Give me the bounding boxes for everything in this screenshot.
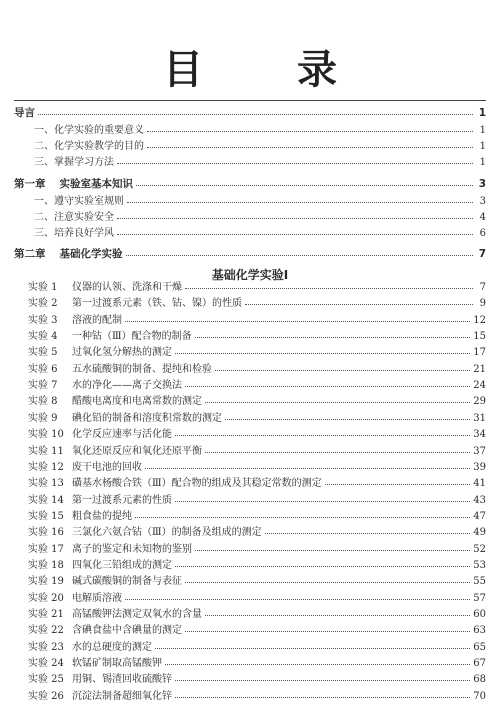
experiment-number: 实验 22 — [28, 625, 64, 637]
experiment-label — [14, 364, 212, 376]
header-rule — [14, 100, 486, 101]
leader-dots — [117, 155, 473, 164]
experiment-title: 第一过渡系元素（铁、钴、镍）的性质 — [72, 298, 242, 310]
experiment-title: 一种钴（Ⅲ）配合物的制备 — [72, 331, 192, 343]
experiment-title: 离子的鉴定和未知物的鉴别 — [72, 543, 192, 555]
experiment-number: 实验 2 — [28, 298, 58, 310]
experiment-title: 碘化铅的制备和溶度积常数的测定 — [72, 412, 222, 424]
experiment-row[interactable] — [14, 526, 486, 539]
experiment-title: 软锰矿制取高锰酸钾 — [72, 658, 162, 670]
experiment-row[interactable] — [14, 428, 486, 441]
experiment-label — [14, 413, 222, 425]
toc-item-label: 二、注意实验安全 — [34, 212, 114, 223]
toc-intro[interactable] — [14, 107, 486, 119]
experiment-title: 醋酸电离度和电离常数的测定 — [72, 396, 202, 408]
toc-item[interactable] — [14, 211, 486, 224]
toc-page-number: 1 — [479, 125, 486, 136]
experiment-row[interactable] — [14, 690, 486, 703]
toc-page-number: 7 — [478, 248, 486, 260]
experiment-row[interactable] — [14, 624, 486, 637]
experiment-row[interactable] — [14, 330, 486, 343]
leader-dots — [265, 525, 471, 534]
experiment-label — [14, 691, 172, 703]
toc-page-number: 29 — [473, 396, 486, 408]
toc-page-number: 68 — [473, 674, 486, 686]
leader-dots — [175, 427, 470, 436]
chapter-number: 第二章 — [14, 248, 46, 260]
experiment-title: 五水硫酸铜的制备、提纯和检验 — [72, 363, 212, 375]
toc-page-number: 21 — [473, 363, 486, 375]
leader-dots — [165, 656, 470, 665]
experiment-row[interactable] — [14, 477, 486, 490]
experiment-label — [14, 511, 132, 523]
leader-dots — [185, 574, 470, 583]
leader-dots — [175, 493, 470, 502]
experiment-label — [14, 282, 182, 294]
leader-dots — [195, 542, 470, 551]
experiment-title: 三氯化六氨合钴（Ⅲ）的制备及组成的测定 — [72, 527, 262, 539]
leader-dots — [205, 607, 470, 616]
experiment-number: 实验 3 — [28, 314, 58, 326]
experiment-row[interactable] — [14, 543, 486, 556]
leader-dots — [215, 362, 470, 371]
experiment-number: 实验 9 — [28, 412, 58, 424]
leader-dots — [38, 106, 473, 115]
experiment-label — [14, 478, 322, 490]
leader-dots — [175, 345, 470, 354]
experiment-label — [14, 495, 172, 507]
experiment-title: 溶液的配制 — [72, 314, 122, 326]
experiment-row[interactable] — [14, 395, 486, 408]
experiment-row[interactable] — [14, 297, 486, 310]
experiment-number: 实验 13 — [28, 478, 64, 490]
experiment-number: 实验 23 — [28, 641, 64, 653]
experiment-row[interactable] — [14, 281, 486, 294]
leader-dots — [136, 177, 473, 186]
toc-item-label: 一、化学实验的重要意义 — [34, 125, 144, 136]
toc-item[interactable] — [14, 227, 486, 240]
experiment-label — [14, 658, 162, 670]
experiment-number: 实验 17 — [28, 543, 64, 555]
toc-page-number: 4 — [479, 212, 486, 223]
experiment-label — [14, 347, 172, 359]
experiment-number: 实验 8 — [28, 396, 58, 408]
toc-page-number: 3 — [479, 196, 486, 207]
toc-page-number: 24 — [473, 380, 486, 392]
experiment-row[interactable] — [14, 673, 486, 686]
experiment-title: 碱式碳酸铜的制备与表征 — [72, 576, 182, 588]
leader-dots — [245, 296, 473, 305]
toc-intro-title: 导言 — [14, 107, 35, 119]
leader-dots — [175, 672, 470, 681]
leader-dots — [325, 476, 471, 485]
experiment-row[interactable] — [14, 657, 486, 670]
toc-page-number: 57 — [473, 592, 486, 604]
experiment-title: 化学反应速率与活化能 — [72, 429, 172, 441]
experiment-row[interactable] — [14, 363, 486, 376]
section-heading: 基础化学实验Ⅰ — [211, 268, 289, 282]
experiment-number: 实验 25 — [28, 674, 64, 686]
experiment-label — [14, 625, 182, 637]
leader-dots — [145, 460, 470, 469]
experiment-label — [14, 609, 202, 621]
toc-chapter-2[interactable] — [14, 248, 486, 260]
experiment-number: 实验 7 — [28, 380, 58, 392]
toc-page-number: 70 — [473, 690, 486, 702]
toc-page-number: 67 — [473, 658, 486, 670]
toc-page-number: 39 — [473, 461, 486, 473]
toc-page-number: 34 — [473, 429, 486, 441]
experiment-number: 实验 24 — [28, 658, 64, 670]
experiment-label — [14, 674, 172, 686]
experiment-number: 实验 6 — [28, 363, 58, 375]
experiment-label — [14, 331, 192, 343]
leader-dots — [117, 210, 473, 219]
experiment-label — [14, 446, 202, 458]
leader-dots — [125, 313, 470, 322]
toc-page-number: 47 — [473, 510, 486, 522]
experiment-number: 实验 20 — [28, 592, 64, 604]
leader-dots — [205, 444, 470, 453]
toc-page-number: 63 — [473, 625, 486, 637]
toc-item[interactable] — [14, 140, 486, 153]
experiment-row[interactable] — [14, 608, 486, 621]
toc-page-number: 31 — [473, 412, 486, 424]
experiment-label — [14, 298, 242, 310]
toc-item-label: 二、化学实验教学的目的 — [34, 141, 144, 152]
experiment-row[interactable] — [14, 559, 486, 572]
toc-page-number: 53 — [473, 559, 486, 571]
leader-dots — [135, 509, 470, 518]
toc-page-number: 17 — [473, 347, 486, 359]
experiment-title: 粗食盐的提纯 — [72, 510, 132, 522]
experiment-title: 四氧化三铅组成的测定 — [72, 559, 172, 571]
experiment-title: 废干电池的回收 — [72, 461, 142, 473]
toc-page-number: 12 — [473, 314, 486, 326]
toc-item-label: 三、掌握学习方法 — [34, 157, 114, 168]
toc-item[interactable] — [14, 156, 486, 169]
leader-dots — [195, 329, 471, 338]
toc-page-number: 65 — [473, 641, 486, 653]
leader-dots — [185, 280, 473, 289]
toc-page-number: 49 — [473, 527, 486, 539]
experiment-title: 高锰酸钾法测定双氧水的含量 — [72, 609, 202, 620]
toc-page-number: 55 — [473, 576, 486, 588]
experiment-row[interactable] — [14, 494, 486, 507]
toc-page-number: 41 — [473, 478, 486, 490]
experiment-row[interactable] — [14, 575, 486, 588]
toc-page-number: 60 — [473, 609, 486, 620]
leader-dots — [185, 623, 470, 632]
page-title: 目 录 — [163, 47, 377, 93]
experiment-number: 实验 10 — [28, 429, 64, 441]
experiment-row[interactable] — [14, 445, 486, 458]
experiment-title: 水的净化——离子交换法 — [72, 380, 182, 392]
toc-page-number: 3 — [478, 178, 486, 190]
experiment-title: 过氧化氢分解热的测定 — [72, 347, 172, 359]
toc-page-number: 6 — [479, 228, 486, 239]
leader-dots — [185, 378, 470, 387]
experiment-title: 氧化还原反应和氧化还原平衡 — [72, 445, 202, 457]
experiment-label — [14, 380, 182, 392]
toc-item-label: 一、遵守实验室规则 — [34, 196, 124, 207]
leader-dots — [175, 689, 470, 698]
experiment-label — [14, 642, 152, 654]
experiment-label — [14, 527, 262, 539]
experiment-row[interactable] — [14, 314, 486, 327]
experiment-label — [14, 593, 122, 605]
leader-dots — [125, 591, 470, 600]
toc-page-number: 1 — [479, 141, 486, 152]
experiment-row[interactable] — [14, 461, 486, 474]
toc-chapter-1[interactable] — [14, 178, 486, 190]
experiment-number: 实验 11 — [28, 445, 64, 457]
leader-dots — [126, 247, 474, 256]
experiment-title: 沉淀法制备超细氧化锌 — [72, 690, 172, 702]
experiment-label — [14, 429, 172, 441]
experiment-label — [14, 560, 172, 572]
experiment-number: 实验 4 — [28, 331, 58, 343]
leader-dots — [155, 640, 470, 649]
experiment-number: 实验 18 — [28, 559, 64, 571]
experiment-label — [14, 462, 142, 474]
experiment-number: 实验 14 — [28, 494, 64, 506]
leader-dots — [117, 226, 473, 235]
experiment-title: 仪器的认领、洗涤和干燥 — [72, 282, 182, 293]
experiment-number: 实验 5 — [28, 347, 58, 359]
leader-dots — [205, 394, 470, 403]
experiment-number: 实验 15 — [28, 510, 64, 522]
experiment-title: 含碘食盐中含碘量的测定 — [72, 625, 182, 637]
chapter-number: 第一章 — [14, 178, 46, 190]
experiment-row[interactable] — [14, 510, 486, 523]
experiment-number: 实验 1 — [28, 282, 58, 293]
toc-page-number: 1 — [479, 157, 486, 168]
toc-item[interactable] — [14, 195, 486, 208]
experiment-title: 电解质溶液 — [72, 592, 122, 604]
chapter-title: 基础化学实验 — [59, 248, 123, 260]
experiment-number: 实验 21 — [28, 609, 64, 620]
experiment-row[interactable] — [14, 346, 486, 359]
experiment-label — [14, 576, 182, 588]
chapter-title: 实验室基本知识 — [59, 178, 133, 190]
experiment-label — [14, 544, 192, 556]
experiment-row[interactable] — [14, 412, 486, 425]
toc-page-number: 43 — [473, 494, 486, 506]
leader-dots — [225, 411, 470, 420]
toc-item[interactable] — [14, 124, 486, 137]
toc-page-number: 15 — [473, 331, 486, 343]
experiment-number: 实验 26 — [28, 690, 64, 702]
experiment-label — [14, 396, 202, 408]
toc-chapter-heading — [14, 248, 123, 260]
experiment-row[interactable] — [14, 592, 486, 605]
experiment-label — [14, 315, 122, 327]
experiment-title: 水的总硬度的测定 — [72, 641, 152, 653]
leader-dots — [147, 139, 473, 148]
toc-page-number: 52 — [473, 543, 486, 555]
toc-page-number: 9 — [479, 298, 486, 310]
toc-chapter-heading — [14, 178, 133, 190]
experiment-row[interactable] — [14, 379, 486, 392]
experiment-title: 第一过渡系元素的性质 — [72, 494, 172, 506]
experiment-number: 实验 12 — [28, 461, 64, 473]
leader-dots — [147, 123, 473, 132]
experiment-title: 用铜、锡渣回收硫酸锌 — [72, 674, 172, 686]
experiment-number: 实验 16 — [28, 527, 64, 539]
experiment-number: 实验 19 — [28, 576, 64, 588]
toc-page-number: 1 — [478, 107, 486, 119]
experiment-row[interactable] — [14, 641, 486, 654]
leader-dots — [127, 194, 473, 203]
toc-page-number: 7 — [479, 282, 486, 293]
toc-item-label: 三、培养良好学风 — [34, 228, 114, 239]
toc-page-number: 37 — [473, 445, 486, 457]
leader-dots — [175, 558, 470, 567]
experiment-title: 磺基水杨酸合铁（Ⅲ）配合物的组成及其稳定常数的测定 — [72, 478, 322, 490]
